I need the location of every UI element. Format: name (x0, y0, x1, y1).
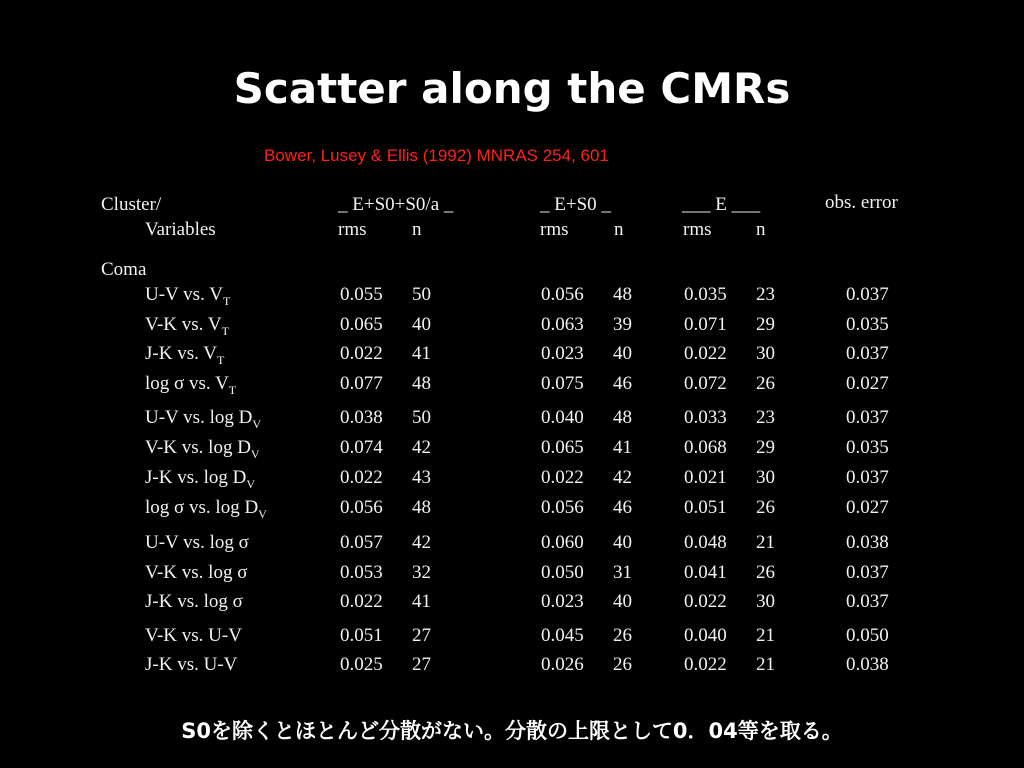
cell-obs-error: 0.038 (846, 532, 889, 553)
cell-obs-error: 0.038 (846, 654, 889, 675)
cell-n-e: 29 (756, 314, 775, 335)
variable-label (145, 498, 267, 519)
variable-text: V-K vs. log σ (145, 562, 248, 583)
header-group-e-s0-s0a: _ E+S0+S0/a _ (338, 194, 454, 215)
cell-rms-all: 0.025 (340, 654, 383, 675)
cell-rms-all: 0.051 (340, 625, 383, 646)
cell-rms-e-s0: 0.050 (541, 562, 584, 583)
cell-rms-e-s0: 0.026 (541, 654, 584, 675)
cell-n-e-s0: 31 (613, 562, 632, 583)
cell-rms-all: 0.057 (340, 532, 383, 553)
variable-label (145, 315, 229, 336)
cell-rms-e-s0: 0.063 (541, 314, 584, 335)
variable-label (145, 563, 247, 584)
cell-n-all: 42 (412, 532, 431, 553)
cell-n-e: 26 (756, 497, 775, 518)
cell-n-e: 26 (756, 373, 775, 394)
cell-rms-e: 0.048 (684, 532, 727, 553)
variable-label (145, 468, 255, 489)
cell-n-e-s0: 40 (613, 532, 632, 553)
cell-rms-e: 0.022 (684, 654, 727, 675)
cell-rms-e-s0: 0.023 (541, 343, 584, 364)
cell-n-all: 41 (412, 343, 431, 364)
cell-n-e-s0: 26 (613, 654, 632, 675)
cell-n-e: 30 (756, 343, 775, 364)
cell-n-e: 26 (756, 562, 775, 583)
variable-text: V-K vs. V (145, 314, 222, 335)
cell-n-e-s0: 48 (613, 407, 632, 428)
cell-rms-e: 0.022 (684, 343, 727, 364)
variable-text: U-V vs. log D (145, 407, 253, 428)
cell-obs-error: 0.035 (846, 314, 889, 335)
variable-label (145, 285, 230, 306)
cell-rms-all: 0.056 (340, 497, 383, 518)
variable-subscript: V (252, 417, 261, 431)
variable-text: log σ vs. V (145, 373, 229, 394)
cell-n-e: 23 (756, 407, 775, 428)
variable-text: J-K vs. log σ (145, 591, 243, 612)
cell-n-all: 32 (412, 562, 431, 583)
cell-rms-all: 0.022 (340, 343, 383, 364)
cell-rms-e-s0: 0.056 (541, 497, 584, 518)
cell-rms-all: 0.055 (340, 284, 383, 305)
cell-rms-e: 0.072 (684, 373, 727, 394)
variable-text: J-K vs. log D (145, 467, 247, 488)
cell-rms-all: 0.065 (340, 314, 383, 335)
cell-obs-error: 0.037 (846, 284, 889, 305)
cell-n-e-s0: 46 (613, 373, 632, 394)
cell-n-all: 48 (412, 497, 431, 518)
cell-obs-error: 0.027 (846, 497, 889, 518)
variable-label (145, 533, 249, 554)
cell-rms-e: 0.071 (684, 314, 727, 335)
cell-n-all: 50 (412, 284, 431, 305)
variable-label (145, 655, 237, 676)
cell-obs-error: 0.027 (846, 373, 889, 394)
cell-obs-error: 0.037 (846, 591, 889, 612)
cell-n-e-s0: 46 (613, 497, 632, 518)
variable-subscript: T (216, 353, 225, 367)
cell-n-all: 43 (412, 467, 431, 488)
header-obs-error: obs. error (825, 192, 898, 213)
cell-rms-all: 0.038 (340, 407, 383, 428)
variable-subscript: T (222, 294, 231, 308)
header-group-e-s0: _ E+S0 _ (540, 194, 611, 215)
header-n-2: n (614, 219, 624, 240)
cell-rms-all: 0.074 (340, 437, 383, 458)
footer-note: S0を除くとほとんど分散がない。分散の上限として0．04等を取る。 (181, 719, 843, 743)
header-cluster: Cluster/ (101, 194, 162, 215)
cell-rms-e-s0: 0.075 (541, 373, 584, 394)
cell-rms-all: 0.053 (340, 562, 383, 583)
cell-n-all: 27 (412, 625, 431, 646)
cell-rms-e: 0.033 (684, 407, 727, 428)
cell-rms-e: 0.022 (684, 591, 727, 612)
cell-rms-e-s0: 0.065 (541, 437, 584, 458)
cell-obs-error: 0.037 (846, 407, 889, 428)
cell-n-e: 23 (756, 284, 775, 305)
cell-n-e: 30 (756, 467, 775, 488)
cell-rms-e-s0: 0.040 (541, 407, 584, 428)
cell-rms-e-s0: 0.022 (541, 467, 584, 488)
cell-rms-all: 0.077 (340, 373, 383, 394)
variable-subscript: V (258, 507, 267, 521)
header-group-e: ___ E ___ (682, 194, 761, 215)
citation: Bower, Lusey & Ellis (1992) MNRAS 254, 601 (264, 146, 609, 165)
variable-subscript: T (228, 383, 237, 397)
cell-rms-all: 0.022 (340, 467, 383, 488)
variable-text: U-V vs. log σ (145, 532, 249, 553)
cell-n-e: 21 (756, 654, 775, 675)
header-variables: Variables (145, 219, 216, 240)
variable-label (145, 374, 236, 395)
cell-rms-all: 0.022 (340, 591, 383, 612)
variable-subscript: V (250, 447, 260, 461)
cell-rms-e-s0: 0.045 (541, 625, 584, 646)
cell-rms-e: 0.021 (684, 467, 727, 488)
variable-text: V-K vs. log D (145, 437, 251, 458)
cell-obs-error: 0.037 (846, 343, 889, 364)
cell-n-e-s0: 39 (613, 314, 632, 335)
variable-subscript: V (246, 477, 256, 491)
cell-obs-error: 0.050 (846, 625, 889, 646)
cell-n-all: 50 (412, 407, 431, 428)
cell-n-e-s0: 42 (613, 467, 632, 488)
variable-label (145, 626, 242, 647)
cell-rms-e: 0.041 (684, 562, 727, 583)
variable-label (145, 592, 243, 613)
header-rms-3: rms (683, 219, 712, 240)
cell-n-e-s0: 41 (613, 437, 632, 458)
cell-obs-error: 0.037 (846, 467, 889, 488)
cell-rms-e-s0: 0.023 (541, 591, 584, 612)
cell-n-e: 30 (756, 591, 775, 612)
slide-title: Scatter along the CMRs (233, 64, 791, 113)
header-n-1: n (412, 219, 422, 240)
variable-text: U-V vs. V (145, 284, 223, 305)
cell-obs-error: 0.035 (846, 437, 889, 458)
cell-n-all: 40 (412, 314, 431, 335)
cell-n-all: 27 (412, 654, 431, 675)
variable-label (145, 438, 260, 459)
cell-n-e: 29 (756, 437, 775, 458)
cell-obs-error: 0.037 (846, 562, 889, 583)
header-n-3: n (756, 219, 766, 240)
cell-n-e-s0: 26 (613, 625, 632, 646)
cell-n-e: 21 (756, 625, 775, 646)
cell-n-e: 21 (756, 532, 775, 553)
variable-label (145, 344, 224, 365)
variable-text: J-K vs. V (145, 343, 217, 364)
cell-n-e-s0: 40 (613, 343, 632, 364)
variable-text: V-K vs. U-V (145, 625, 242, 646)
variable-label (145, 408, 261, 429)
cell-n-e-s0: 40 (613, 591, 632, 612)
variable-text: log σ vs. log D (145, 497, 259, 518)
cell-rms-e-s0: 0.060 (541, 532, 584, 553)
variable-text: J-K vs. U-V (145, 654, 238, 675)
cell-rms-e: 0.051 (684, 497, 727, 518)
cell-n-all: 48 (412, 373, 431, 394)
cluster-name: Coma (101, 259, 147, 280)
header-rms-2: rms (540, 219, 569, 240)
cell-n-all: 41 (412, 591, 431, 612)
cell-rms-e: 0.040 (684, 625, 727, 646)
variable-subscript: T (221, 324, 229, 338)
cell-n-all: 42 (412, 437, 431, 458)
header-rms-1: rms (338, 219, 367, 240)
cell-rms-e-s0: 0.056 (541, 284, 584, 305)
cell-rms-e: 0.068 (684, 437, 727, 458)
cell-rms-e: 0.035 (684, 284, 727, 305)
cell-n-e-s0: 48 (613, 284, 632, 305)
